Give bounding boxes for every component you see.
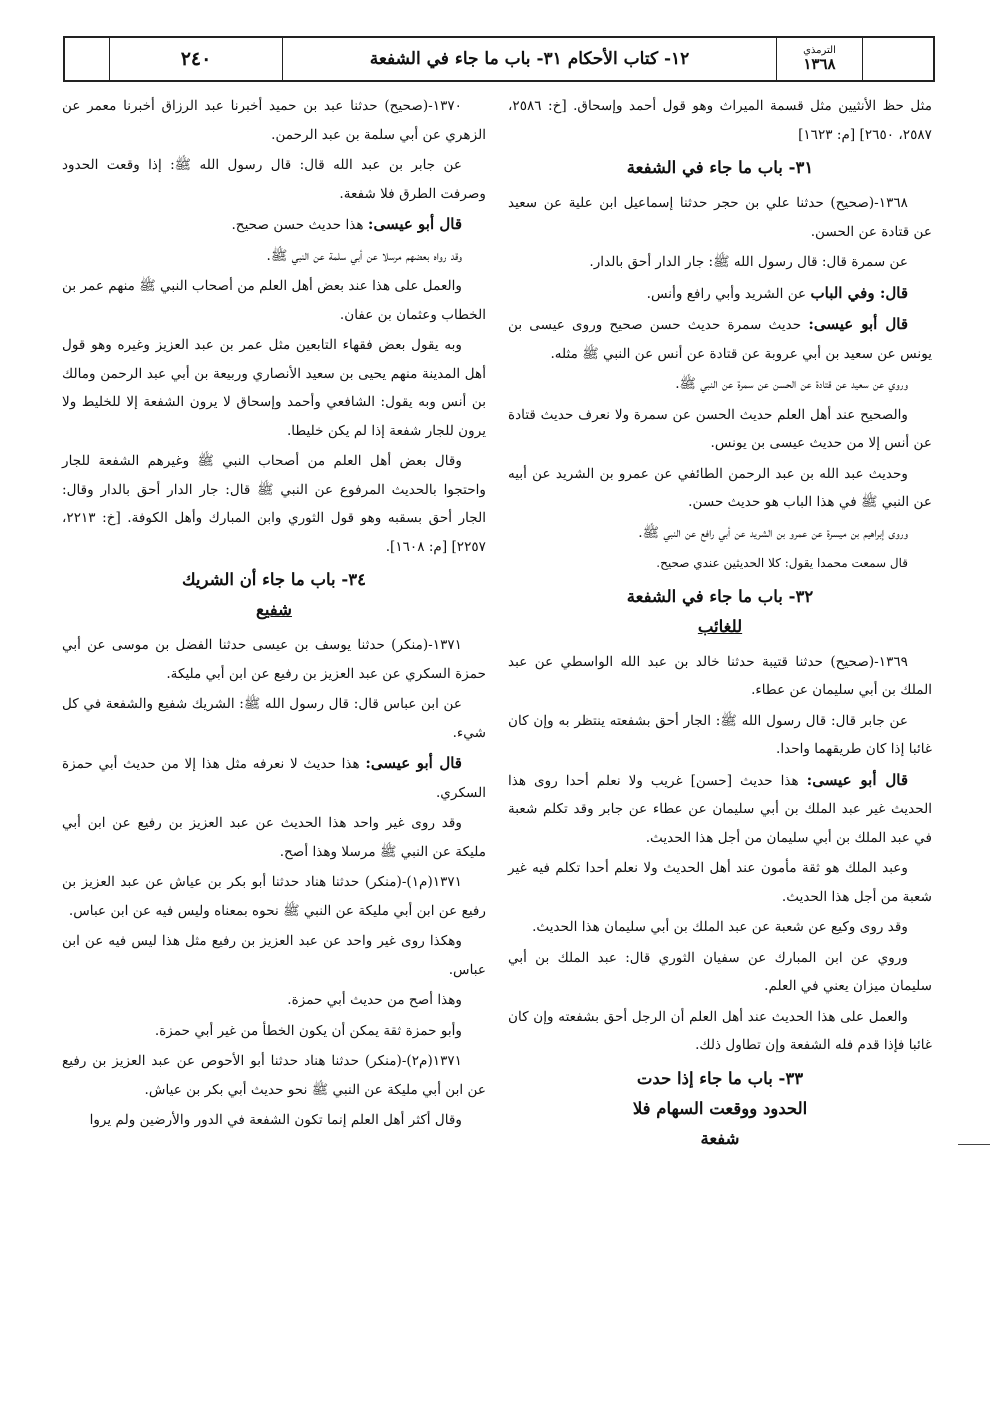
hadith-1369-para-5: والعمل على هذا الحديث عند أهل العلم أن الرجل أحق بشفعته وإن كان غائبا فإذا قدم فله الشفعة وإن تطاول ذلك. xyxy=(508,1008,932,1053)
abu-isa-label: قال أبو عيسى: xyxy=(365,754,462,772)
chapter-32-title-line-2: للغائب xyxy=(697,616,743,636)
header-empty-cell-right xyxy=(863,38,933,80)
abu-isa-text: هذا حديث [حسن] غريب ولا نعلم أحدا روى هذا الحديث غير عبد الملك بن أبي سليمان عن عطاء عن جابر وقد تكلم شعبة في عبد الملك بن أبي سليمان من أجل هذا الحديث. xyxy=(508,772,932,846)
page-header xyxy=(63,36,935,82)
hadith-1371-m1-para-4: وأبو حمزة ثقة يمكن أن يكون الخطأ من غير أبي حمزة. xyxy=(154,1022,462,1039)
abu-isa-label: قال أبو عيسى: xyxy=(808,315,909,333)
hadith-1368-para-4: وحديث عبد الله بن عبد الرحمن الطائفي عن عمرو بن الشريد عن أبيه عن النبي ﷺ في هذا الباب هو حديث حسن. xyxy=(508,465,932,510)
hadith-1371-m1: ١٣٧١(م١)-(منكر) حدثنا هناد حدثنا أبو بكر بن عياش عن عبد العزيز بن رفيع عن ابن أبي مليكة عن النبي ﷺ نحوه بمعناه وليس فيه عن ابن عباس. xyxy=(62,874,486,919)
chapter-34-title-line-2: شفيع xyxy=(256,600,292,619)
hadith-1369-para-4: وروي عن ابن المبارك عن سفيان الثوري قال: عبد الملك بن أبي سليمان ميزان يعني في العلم. xyxy=(508,949,932,994)
chapter-34-title-line-1: ٣٤- باب ما جاء أن الشريك xyxy=(182,570,366,589)
chapter-31-title: ٣١- باب ما جاء في الشفعة xyxy=(626,158,814,177)
bab-label: قال: وفي الباب xyxy=(810,283,908,302)
hadith-1368-commentary xyxy=(508,310,932,368)
hadith-1371-m1-para-2: وهكذا روى غير واحد عن عبد العزيز بن رفيع مثل هذا ليس فيه عن ابن عباس. xyxy=(62,933,486,978)
continued-text: مثل حظ الأنثيين مثل قسمة الميراث وهو قول أحمد وإسحاق. [خ: ٢٥٨٦، ٢٥٨٧، ٢٦٥٠] [م: ١٦٢٣] xyxy=(508,98,932,143)
hadith-1369-isnad: ١٣٦٩-(صحيح) حدثنا قتيبة حدثنا خالد بن عبد الله الواسطي عن عبد الملك بن أبي سليمان عن عطاء. xyxy=(508,653,932,698)
hadith-1371-commentary xyxy=(62,749,486,807)
right-column xyxy=(508,92,932,1160)
hadith-1368-matn: عن سمرة قال: قال رسول الله ﷺ: جار الدار أحق بالدار. xyxy=(589,254,908,270)
header-empty-cell-left xyxy=(65,38,110,80)
hadith-1370-commentary xyxy=(62,210,486,240)
hadith-1370-para-5: وقال بعض أهل العلم من أصحاب النبي ﷺ وغيرهم الشفعة للجار واحتجوا بالحديث المرفوع عن النبي ﷺ قال: جار الدار أحق بالدار وقال: الجار أحق بسقبه وهو قول الثوري وابن المبارك وأهل الكوفة. [خ: ٢٢١٣، ٢٢٥٧] [م: ١٦٠٨]. xyxy=(62,453,486,555)
hadith-1368-para-2: وروي عن سعيد عن قتادة عن الحسن عن سمرة عن النبي ﷺ. xyxy=(675,376,908,392)
chapter-32-title-line-1: ٣٢- باب ما جاء في الشفعة xyxy=(626,586,814,606)
abu-isa-label: قال أبو عيسى: xyxy=(806,770,908,789)
hadith-1368-para-5: وروى إبراهيم بن ميسرة عن عمرو بن الشريد عن أبي رافع عن النبي ﷺ. xyxy=(638,524,908,541)
chapter-33-title-line-2: الحدود ووقعت السهام فلا xyxy=(632,1098,808,1118)
chapter-33-title-line-3: شفعة xyxy=(700,1128,740,1148)
hadith-1368-para-6: قال سمعت محمدا يقول: كلا الحديثين عندي صحيح. xyxy=(656,556,908,570)
hadith-1370-para-2: وقد رواه بعضهم مرسلا عن أبي سلمة عن النبي ﷺ. xyxy=(266,247,462,264)
running-title: ١٢- كتاب الأحكام ٣١- باب ما جاء في الشفعة xyxy=(283,38,777,80)
hadith-1369-commentary xyxy=(508,766,932,853)
chapter-34-title xyxy=(62,565,486,625)
hadith-1371-isnad: ١٣٧١-(منكر) حدثنا يوسف بن عيسى حدثنا الفضل بن موسى عن أبي حمزة السكري عن عبد العزيز بن رفيع عن ابن أبي مليكة. xyxy=(62,637,486,682)
abu-isa-text: هذا حديث حسن صحيح. xyxy=(231,217,364,233)
hadith-1369-para-3: وقد روى وكيع عن شعبة عن عبد الملك بن أبي سليمان هذا الحديث. xyxy=(532,919,908,935)
hadith-1370-para-3: والعمل على هذا عند بعض أهل العلم من أصحاب النبي ﷺ منهم عمر بن الخطاب وعثمان بن عفان. xyxy=(62,278,486,323)
margin-line xyxy=(958,1144,990,1145)
left-column xyxy=(62,92,486,1137)
chapter-33-title-line-1: ٣٣- باب ما جاء إذا حدت xyxy=(636,1068,804,1088)
abu-isa-text: هذا حديث لا نعرفه مثل هذا إلا من حديث أبي حمزة السكري. xyxy=(62,756,486,801)
hadith-1368-para-3: والصحيح عند أهل العلم حديث الحسن عن سمرة ولا نعرف حديث قتادة عن أنس إلا من حديث عيسى بن يونس. xyxy=(508,406,932,451)
hadith-1370-para-4: وبه يقول بعض فقهاء التابعين مثل عمر بن عبد العزيز وغيره وهو قول أهل المدينة منهم يحيى بن سعيد الأنصاري وربيعة بن أبي عبد الرحمن ومالك بن أنس وبه يقول: الشافعي وأحمد وإسحاق لا يرون الشفعة إلا للخليط ولا يرون للجار شفعة إذا لم يكن خليطا. xyxy=(62,337,486,439)
hadith-1371-m2-para-2: وقال أكثر أهل العلم إنما تكون الشفعة في الدور والأرضين ولم يروا xyxy=(89,1112,462,1128)
page-number: ٢٤٠ xyxy=(110,38,283,80)
chapter-33-title xyxy=(508,1064,932,1154)
abu-isa-label: قال أبو عيسى: xyxy=(367,215,462,233)
hadith-1371-m2: ١٣٧١(م٢)-(منكر) حدثنا هناد حدثنا أبو الأحوص عن عبد العزيز بن رفيع عن ابن أبي مليكة عن النبي ﷺ نحو حديث أبي بكر بن عياش. xyxy=(62,1053,486,1098)
hadith-1368-isnad: ١٣٦٨-(صحيح) حدثنا علي بن حجر حدثنا إسماعيل ابن علية عن سعيد عن قتادة عن الحسن. xyxy=(508,195,932,240)
hadith-1371-matn: عن ابن عباس قال: قال رسول الله ﷺ: الشريك شفيع والشفعة في كل شيء. xyxy=(62,696,486,741)
bab-text: عن الشريد وأبي رافع وأنس. xyxy=(646,285,807,302)
hadith-1369-para-2: وعبد الملك هو ثقة مأمون عند أهل الحديث ولا نعلم أحدا تكلم فيه غير شعبة من أجل هذا الحديث. xyxy=(508,860,932,905)
hadith-1371-m1-para-3: وهذا أصح من حديث أبي حمزة. xyxy=(287,992,462,1008)
hadith-1368-bab xyxy=(508,279,932,309)
book-info xyxy=(777,38,863,80)
hadith-1370-isnad: ١٣٧٠-(صحيح) حدثنا عبد بن حميد أخبرنا عبد الرزاق أخبرنا معمر عن الزهري عن أبي سلمة بن عبد الرحمن. xyxy=(62,98,486,143)
abu-isa-text: حديث سمرة حديث حسن صحيح وروى عيسى بن يونس عن سعيد بن أبي عروبة عن قتادة عن أنس عن النبي ﷺ مثله. xyxy=(508,317,932,362)
volume-number: ١٣٦٨ xyxy=(803,55,836,74)
hadith-1371-para-2: وقد روى غير واحد هذا الحديث عن عبد العزيز بن رفيع عن ابن أبي مليكة عن النبي ﷺ مرسلا وهذا أصح. xyxy=(62,815,486,860)
hadith-1369-matn: عن جابر قال: قال رسول الله ﷺ: الجار أحق بشفعته ينتظر به وإن كان غائبا إذا كان طريقهما واحدا. xyxy=(508,712,932,757)
book-label: الترمذي xyxy=(803,45,836,57)
chapter-32-title xyxy=(508,582,932,642)
hadith-1370-matn: عن جابر بن عبد الله قال: قال رسول الله ﷺ: إذا وقعت الحدود وصرفت الطرق فلا شفعة. xyxy=(62,157,486,202)
